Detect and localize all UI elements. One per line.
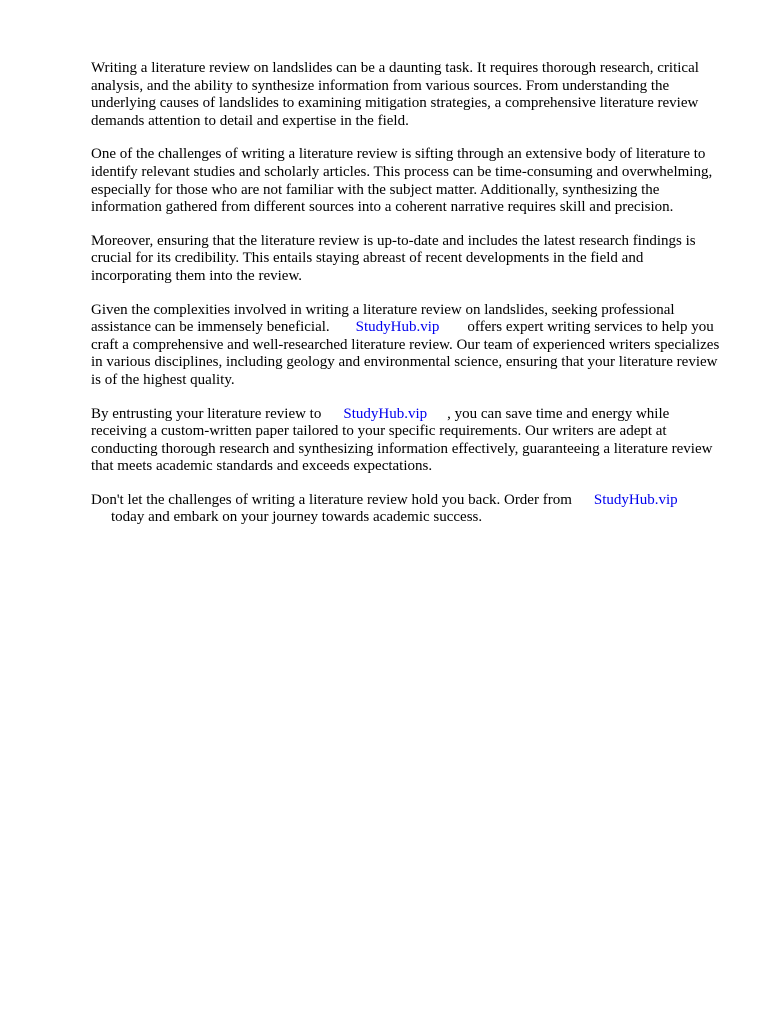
paragraph-text-after-link: , you can save time and energy while receiving a custom-written paper tailored to your specific requirements. Our writers are adept at conducting thorough research and synthesizing information effectively, guaranteeing a literature review that meets academic standards and exceeds expectations. xyxy=(91,405,713,475)
paragraph-call-to-action xyxy=(91,492,727,527)
paragraph-text-before-link: Given the complexities involved in writing a literature review on landslides, seeking professional assistance can be immensely beneficial. xyxy=(91,301,675,336)
studyhub-link[interactable]: StudyHub.vip xyxy=(343,405,428,422)
studyhub-link[interactable]: StudyHub.vip xyxy=(355,319,440,336)
paragraph-entrusting xyxy=(91,406,727,476)
studyhub-link[interactable]: StudyHub.vip xyxy=(593,491,678,508)
paragraph-professional-assistance xyxy=(91,302,727,390)
paragraph-text-before-link: Don't let the challenges of writing a literature review hold you back. Order from xyxy=(91,491,572,508)
paragraph-text-after-link: offers expert writing services to help you craft a comprehensive and well-researched literature review. Our team of experienced writers specializes in various disciplines, including geology and environmental science, ensuring that your literature review is of the highest quality. xyxy=(91,319,720,388)
paragraph-text-before-link: By entrusting your literature review to xyxy=(91,405,322,422)
document-page xyxy=(91,60,727,543)
paragraph-text-after-link: today and embark on your journey towards academic success. xyxy=(111,509,483,526)
paragraph-intro: Writing a literature review on landslides can be a daunting task. It requires thorough research, critical analysis, and the ability to synthesize information from various sources. From understanding the underlying causes of landslides to examining mitigation strategies, a comprehensive literature review demands attention to detail and expertise in the field. xyxy=(91,60,699,129)
paragraph-up-to-date: Moreover, ensuring that the literature review is up-to-date and includes the latest research findings is crucial for its credibility. This entails staying abreast of recent developments in the field and incorporating them into the review. xyxy=(91,232,696,284)
paragraph-challenges: One of the challenges of writing a literature review is sifting through an extensive body of literature to identify relevant studies and scholarly articles. This process can be time-consuming and overwhelming, especially for those who are not familiar with the subject matter. Additionally, synthesizing the information gathered from different sources into a coherent narrative requires skill and precision. xyxy=(91,146,713,216)
